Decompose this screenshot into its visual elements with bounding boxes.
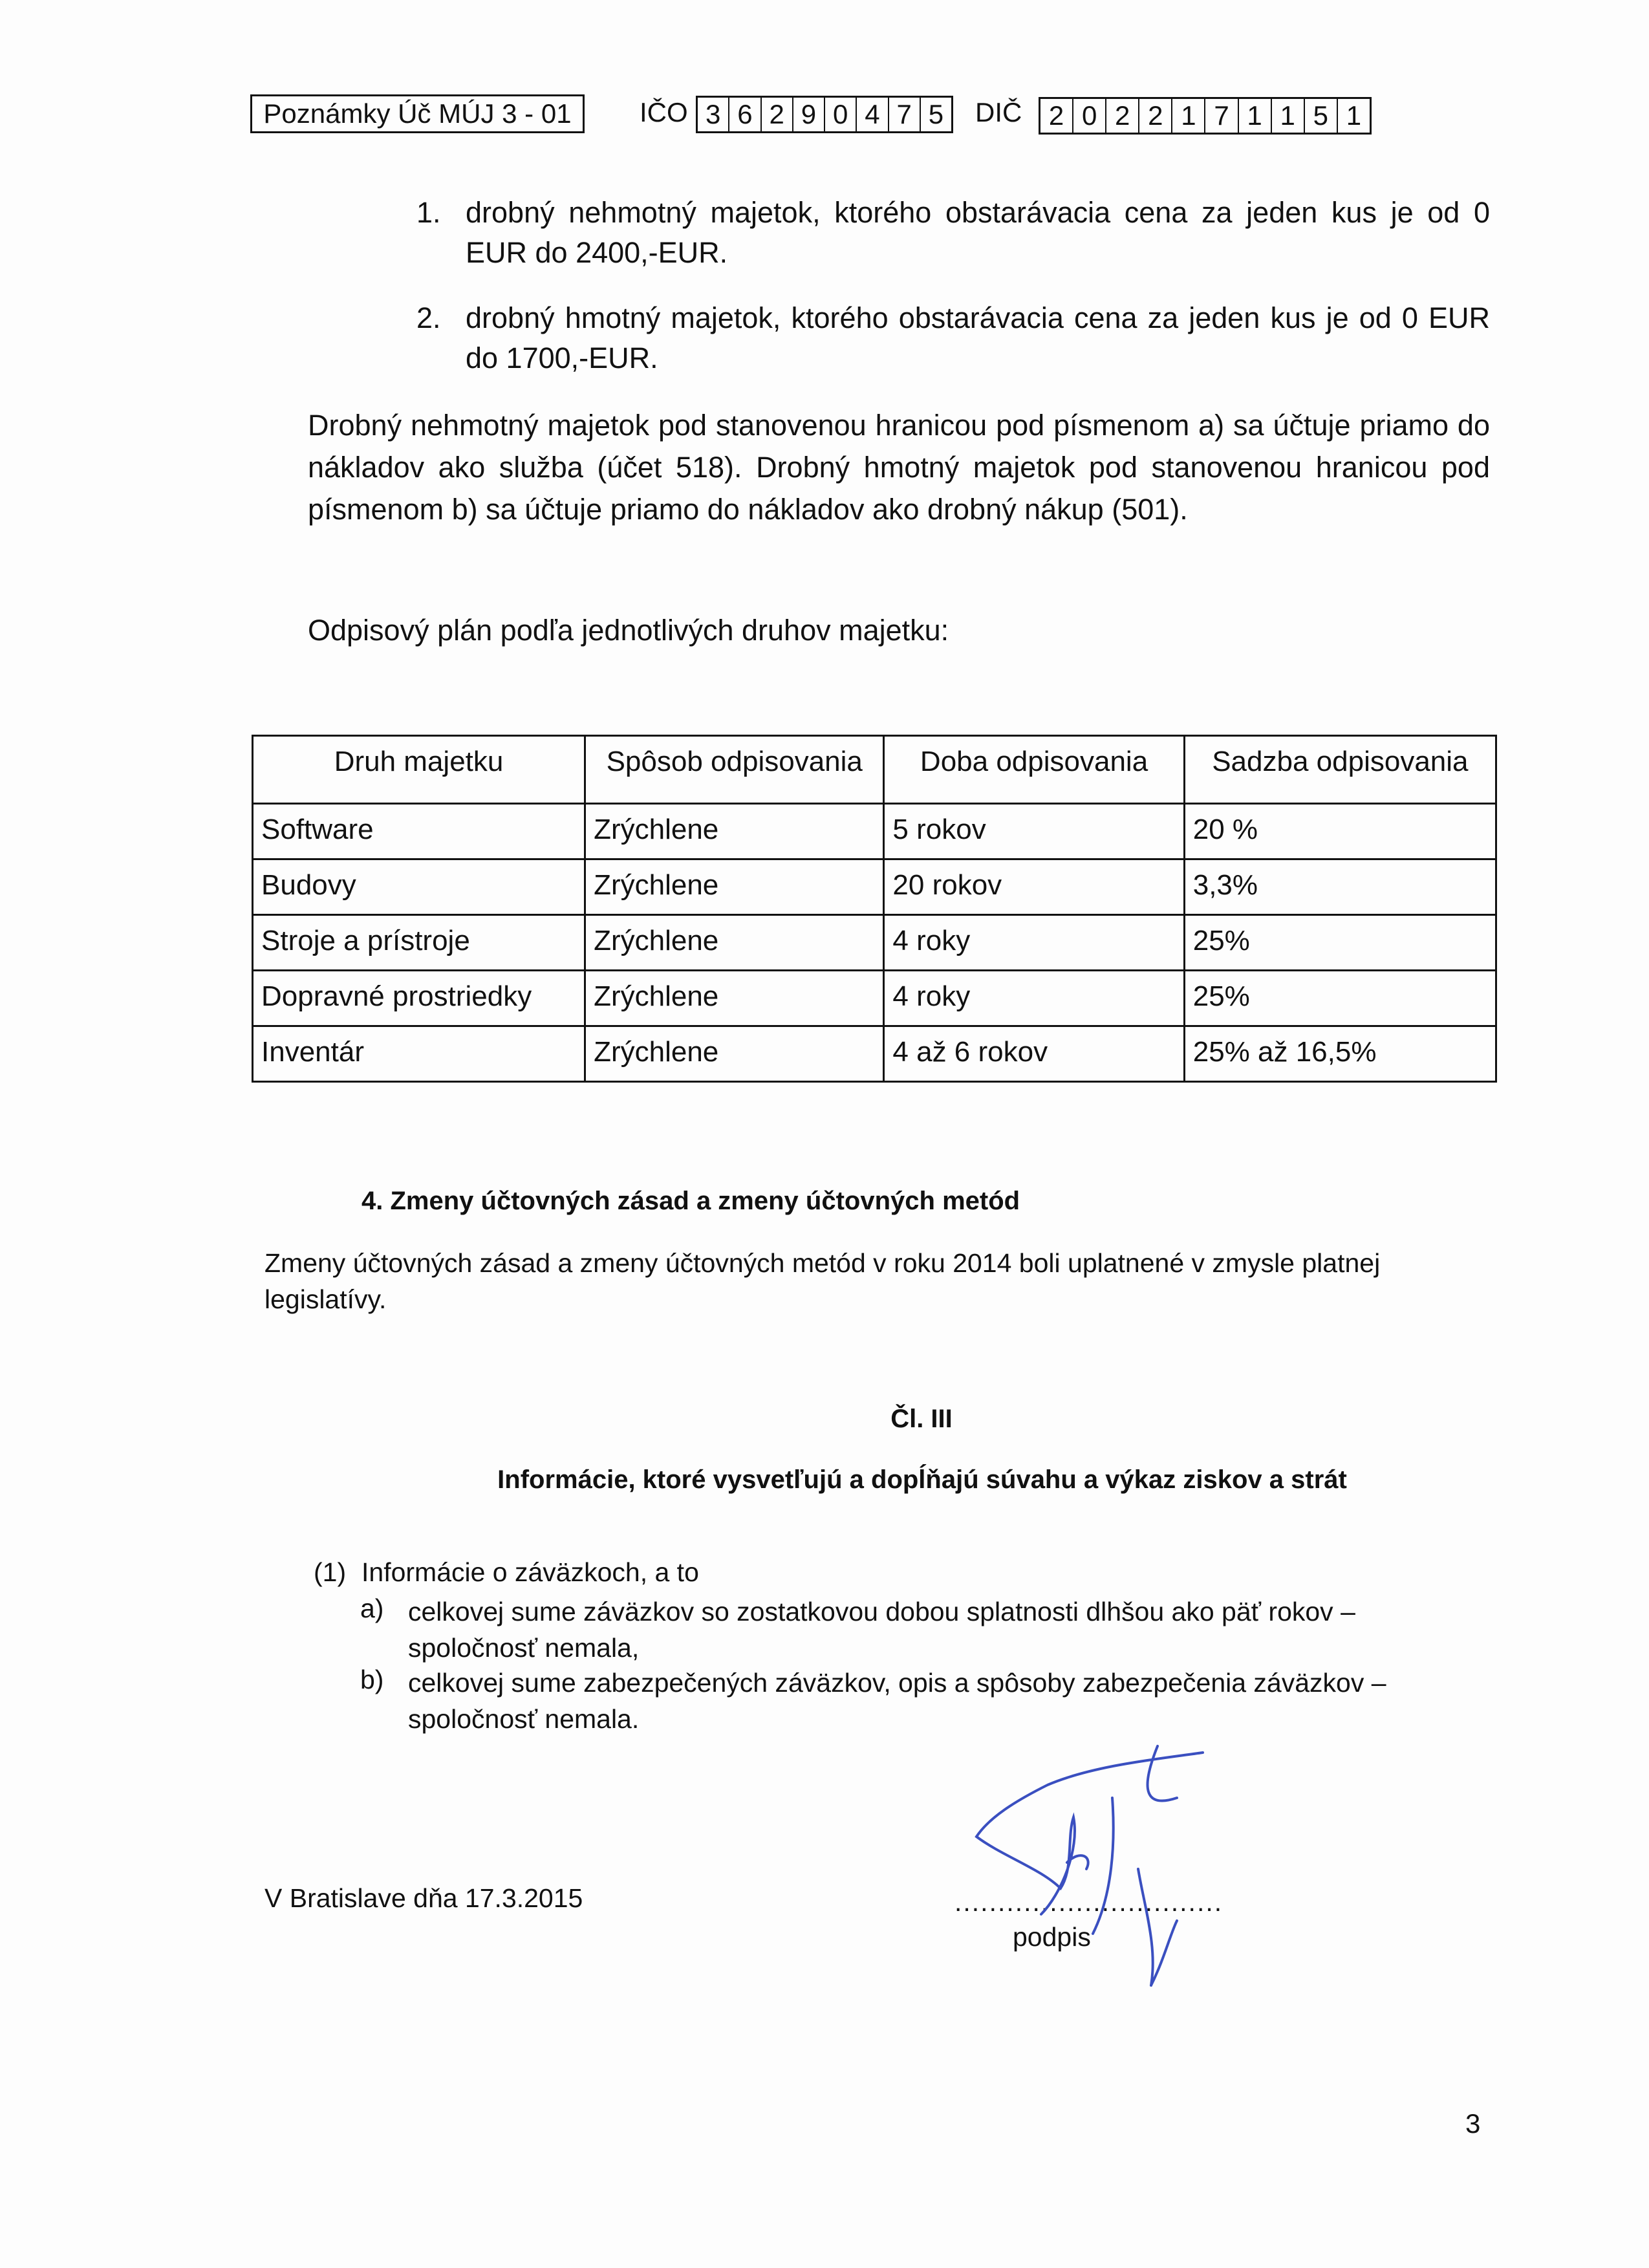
article-title: Čl. III [890,1405,953,1433]
item-text: celkovej sume zabezpečených záväzkov, opis a spôsoby zabezpečenia záväzkov – spoločnosť nemala. [408,1668,1386,1734]
list-number: 1. [416,196,441,229]
table-cell: 4 roky [884,971,1184,1026]
table-cell: Zrýchlene [585,1026,884,1082]
table-cell: Zrýchlene [585,804,884,859]
table-cell: Software [253,804,585,859]
digit-cell: 1 [1272,99,1305,133]
digit-cell: 2 [1040,99,1073,133]
column-header: Doba odpisovania [884,736,1184,804]
table-row [253,971,1496,1026]
table-cell: Zrýchlene [585,859,884,915]
table-header-row [253,736,1496,804]
signature-label: podpis [1013,1922,1091,1952]
form-label-box [250,94,585,133]
digit-cell: 2 [762,98,793,131]
column-header: Sadzba odpisovania [1184,736,1496,804]
column-header: Druh majetku [253,736,585,804]
digit-cell: 4 [857,98,889,131]
table-cell: Dopravné prostriedky [253,971,585,1026]
table-cell: 4 až 6 rokov [884,1026,1184,1082]
table-row [253,915,1496,971]
signature-image [964,1740,1216,1992]
table-row [253,804,1496,859]
item-text: celkovej sume záväzkov so zostatkovou dobou splatnosti dlhšou ako päť rokov – spoločnosť nemala, [408,1597,1355,1663]
table-cell: Budovy [253,859,585,915]
digit-cell: 0 [1073,99,1106,133]
signature-line: ............................... [954,1887,1223,1917]
digit-cell: 5 [1305,99,1338,133]
section-text: Zmeny účtovných zásad a zmeny účtovných metód v roku 2014 boli uplatnené v zmysle platnej legislatívy. [264,1248,1381,1314]
table-row [253,1026,1496,1082]
table-cell: 5 rokov [884,804,1184,859]
ico-digits [696,96,953,133]
table-cell: Zrýchlene [585,971,884,1026]
plan-heading: Odpisový plán podľa jednotlivých druhov majetku: [308,614,949,647]
digit-cell: 0 [825,98,857,131]
dic-digits [1039,97,1372,135]
table-cell: Stroje a prístroje [253,915,585,971]
page-number: 3 [1465,2108,1481,2139]
item-label: a) [360,1593,384,1623]
digit-cell: 2 [1106,99,1139,133]
list-text: drobný nehmotný majetok, ktorého obstarávacia cena za jeden kus je od 0 EUR do 2400,-EUR. [466,196,1490,269]
depreciation-table [252,735,1497,1083]
column-header: Spôsob odpisovania [585,736,884,804]
table-cell: 25% [1184,971,1496,1026]
paragraph: Drobný nehmotný majetok pod stanovenou hranicou pod písmenom a) sa účtuje priamo do nákladov ako služba (účet 518). Drobný hmotný majetok pod stanovenou hranicou pod písmenom b) sa účtuje priamo do nákladov ako drobný nákup (501). [308,409,1490,526]
digit-cell: 9 [793,98,825,131]
section-heading: 4. Zmeny účtovných zásad a zmeny účtovných metód [361,1187,1020,1215]
table-cell: 3,3% [1184,859,1496,915]
digit-cell: 5 [928,99,944,129]
form-label: Poznámky Úč MÚJ 3 - 01 [263,98,572,129]
table-cell: 4 roky [884,915,1184,971]
item-label: b) [360,1665,384,1694]
digit-cell: 7 [889,98,921,131]
digit-cell: 3 [698,98,729,131]
digit-cell: 1 [1172,99,1205,133]
table-cell: Inventár [253,1026,585,1082]
table-cell: 25% až 16,5% [1184,1026,1496,1082]
table-cell: 20 rokov [884,859,1184,915]
digit-cell: 1 [1239,99,1272,133]
table-cell: Zrýchlene [585,915,884,971]
table-row [253,859,1496,915]
table-cell: 25% [1184,915,1496,971]
info-text: Informácie o záväzkoch, a to [361,1557,699,1587]
dic-label: DIČ [975,97,1022,127]
info-number: (1) [314,1557,347,1587]
table-cell: 20 % [1184,804,1496,859]
digit-cell: 6 [729,98,761,131]
digit-cell: 7 [1205,99,1238,133]
list-number: 2. [416,301,441,334]
article-subtitle: Informácie, ktoré vysvetľujú a dopĺňajú súvahu a výkaz ziskov a strát [497,1465,1347,1494]
digit-cell: 1 [1346,100,1362,131]
place-date: V Bratislave dňa 17.3.2015 [264,1883,583,1913]
ico-label: IČO [640,97,688,127]
digit-cell: 2 [1139,99,1172,133]
list-text: drobný hmotný majetok, ktorého obstarávacia cena za jeden kus je od 0 EUR do 1700,-EUR. [466,301,1490,374]
signature-stroke [976,1746,1203,1985]
